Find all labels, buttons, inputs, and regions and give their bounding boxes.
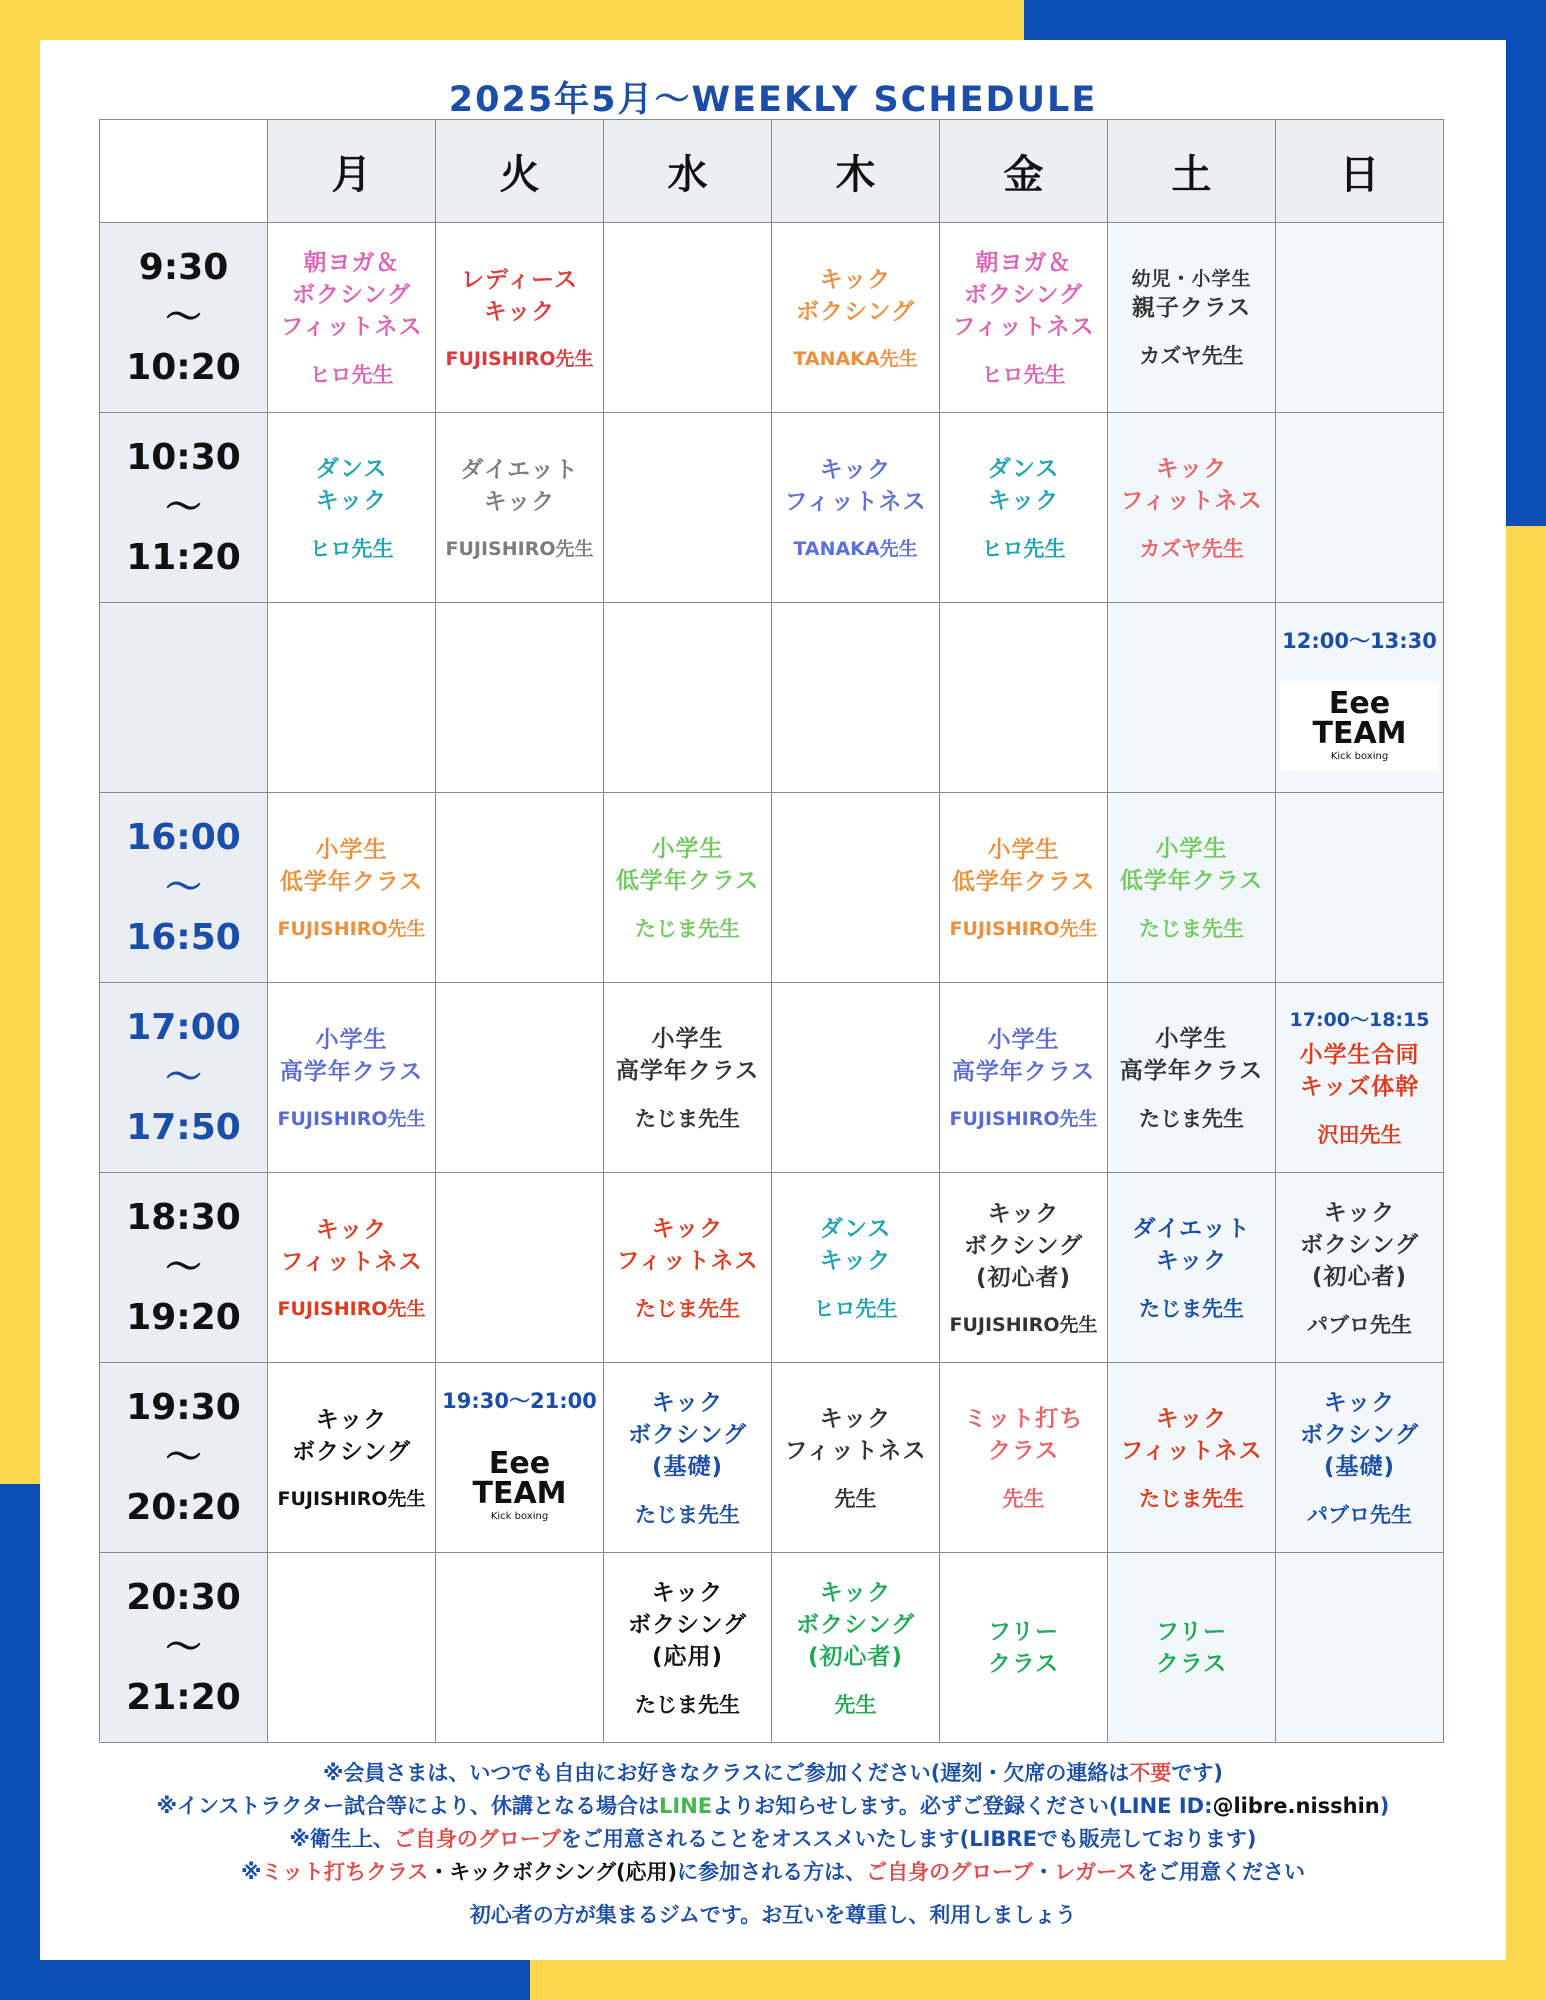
day-header-row [100,120,1444,223]
class-name-line: (基礎) [1323,1453,1396,1480]
teacher-name: FUJISHIRO先生 [949,1314,1098,1336]
teacher-name: FUJISHIRO先生 [445,538,594,560]
class-name-line: 小学生 [315,837,388,863]
teacher-name: FUJISHIRO先生 [445,348,594,370]
class-cell [604,1173,772,1363]
class-name-line: 朝ヨガ＆ [303,249,400,276]
day-header-thu: 木 [772,120,940,223]
note-segment: ・キックボクシング(応用) [428,1860,678,1884]
class-cell [436,1173,604,1363]
teacher-name: 先生 [834,1692,877,1717]
note-line [40,1823,1506,1856]
time-slot [100,983,268,1173]
class-cell [604,1363,772,1553]
class-name-line: キック [819,1405,892,1432]
teacher-name: たじま先生 [635,1502,740,1527]
note-segment: です) [1171,1761,1223,1785]
class-cell [772,793,940,983]
yellow-corner-top [0,0,1024,40]
day-header-fri: 金 [940,120,1108,223]
class-name-line: キック [987,487,1060,514]
class-name-line: 低学年クラス [951,869,1096,895]
class-cell [1276,413,1444,603]
class-cell [604,413,772,603]
class-cell [1108,983,1276,1173]
class-name-line: キック [1155,1247,1228,1274]
time-slot-line: 〜 [165,296,202,338]
class-name-line: フリー [987,1618,1060,1645]
note-segment: ※会員さまは、いつでも自由にお好きなクラスにご参加ください(遅刻・欠席の連絡は [323,1761,1130,1785]
class-time-note: 17:00〜18:15 [1289,1008,1430,1031]
class-name-line: 高学年クラス [951,1059,1096,1085]
teacher-name: 先生 [834,1486,877,1511]
note-segment: に参加される方は、 [677,1860,867,1884]
class-cell [1108,1363,1276,1553]
class-name-line: ダイエット [1132,1215,1251,1242]
class-name-line: フィットネス [280,313,423,340]
class-cell [772,983,940,1173]
time-slot-line: 〜 [165,866,202,908]
eee-team-name: Eee TEAM [1312,686,1407,751]
note-segment: ご自身のグローブ [393,1827,561,1851]
class-cell [940,603,1108,793]
class-name-line: キック [651,1215,724,1242]
class-name-line: ボクシング [964,281,1083,308]
class-name-line: キック [987,1201,1060,1227]
teacher-name: パブロ先生 [1307,1502,1412,1527]
class-name-line: 高学年クラス [1119,1057,1264,1084]
class-cell [1108,603,1276,793]
time-slot-line: 10:30 [126,436,241,478]
class-cell [1276,1173,1444,1363]
note-segment: よりお知らせします。必ずご登録ください(LINE ID: [712,1794,1213,1818]
class-cell [1108,223,1276,413]
teacher-name: 沢田先生 [1317,1122,1402,1147]
day-header-wed: 水 [604,120,772,223]
class-name-line: キック [819,457,892,483]
time-slot-line: 21:20 [126,1676,241,1718]
class-name-line: 幼児・小学生 [1131,267,1252,290]
class-cell [1108,1173,1276,1363]
class-cell [940,983,1108,1173]
yellow-edge-right [1506,526,1546,2000]
class-cell [268,223,436,413]
class-cell [1276,793,1444,983]
note-segment: ※ [240,1860,262,1884]
class-cell [436,1553,604,1743]
note-segment: ご自身のグローブ [866,1860,1034,1884]
class-cell [604,983,772,1173]
class-name-line: キック [483,299,556,325]
class-name-line: 小学生 [651,1025,724,1052]
class-name-line: キック [651,1389,724,1416]
time-slot-line: 18:30 [126,1196,241,1238]
class-cell [1276,1553,1444,1743]
class-name-line: ボクシング [796,1611,915,1638]
class-name-line: (応用) [651,1643,724,1670]
yellow-edge-left [0,40,40,1484]
blue-corner-top [1024,0,1546,40]
class-name-line: キック [651,1579,724,1606]
class-name-line: (初心者) [975,1265,1072,1291]
teacher-name: たじま先生 [1139,1106,1244,1131]
class-name-line: フィットネス [616,1247,759,1274]
class-name-line: キッズ体幹 [1299,1073,1420,1100]
class-name-line: キック [1155,455,1228,482]
teacher-name: FUJISHIRO先生 [949,918,1098,940]
time-slot-line: 16:50 [126,916,241,958]
note-segment: LINE [659,1794,713,1818]
class-cell [940,413,1108,603]
class-name-line: 低学年クラス [279,869,424,895]
class-cell [1108,413,1276,603]
time-slot-line: 20:30 [126,1576,241,1618]
class-name-line: ダイエット [460,457,579,483]
yellow-corner-bottom [530,1960,1546,2000]
time-slot-line: 〜 [165,1056,202,1098]
teacher-name: たじま先生 [1139,1296,1244,1321]
time-slot-line: 11:20 [126,536,241,578]
class-name-line: ボクシング [964,1233,1083,1259]
teacher-name: パブロ先生 [1307,1312,1412,1337]
note-segment: をご用意されることをオススメいたします(LIBREでも販売しております) [560,1827,1257,1851]
note-segment: ) [1379,1794,1390,1818]
class-name-line: ボクシング [796,299,915,325]
class-cell [1276,1363,1444,1553]
class-cell [604,223,772,413]
time-slot-line: 〜 [165,1246,202,1288]
class-name-line: ダンス [819,1215,892,1242]
day-header-tue: 火 [436,120,604,223]
class-cell [268,1553,436,1743]
note-segment: ※インストラクター試合等により、休講となる場合は [156,1794,659,1818]
class-cell [604,793,772,983]
blue-edge-left [0,1484,40,2000]
time-slot [100,603,268,793]
class-cell [436,1363,604,1553]
class-name-line: キック [1155,1405,1228,1432]
time-slot [100,413,268,603]
teacher-name: FUJISHIRO先生 [949,1108,1098,1130]
class-cell [268,983,436,1173]
class-name-line: フィットネス [784,489,927,515]
teacher-name: 先生 [1002,1486,1045,1511]
teacher-name: TANAKA先生 [793,348,918,370]
time-slot-line: 〜 [165,486,202,528]
class-name-line: 小学生 [987,1027,1060,1053]
class-name-line: ボクシング [292,281,411,308]
schedule-row [100,603,1444,793]
class-name-line: キック [819,267,892,293]
class-name-line: フィットネス [952,313,1095,340]
time-slot-line: 〜 [165,1436,202,1478]
day-header-sat: 土 [1108,120,1276,223]
teacher-name: カズヤ先生 [1139,343,1244,368]
class-cell [1108,1553,1276,1743]
note-segment: ミット打ちクラス [261,1860,429,1884]
eee-team-subtitle: Kick boxing [1330,751,1389,762]
class-name-line: フリー [1155,1618,1228,1645]
time-slot [100,1363,268,1553]
class-name-line: 小学生 [1155,1025,1228,1052]
time-slot-line: 10:20 [126,346,241,388]
class-name-line: ミット打ち [963,1405,1084,1432]
class-cell [436,603,604,793]
note-segment: 初心者の方が集まるジムです。お互いを尊重し、利用しましょう [469,1903,1077,1927]
teacher-name: FUJISHIRO先生 [277,1298,426,1320]
class-name-line: ダンス [987,455,1060,482]
class-name-line: キック [1323,1199,1396,1226]
class-name-line: レディース [460,267,578,293]
class-cell [604,1553,772,1743]
class-name-line: フィットネス [784,1437,927,1464]
schedule-row [100,223,1444,413]
note-line [40,1757,1506,1790]
teacher-name: ヒロ先生 [981,536,1066,561]
class-cell [604,603,772,793]
event-time: 19:30〜21:00 [442,1389,597,1413]
class-name-line: フィットネス [280,1249,423,1275]
teacher-name: ヒロ先生 [981,362,1066,387]
schedule-row [100,413,1444,603]
notes-section [40,1757,1506,1932]
teacher-name: ヒロ先生 [813,1296,898,1321]
time-slot-line: 〜 [165,1626,202,1668]
class-name-line: (基礎) [651,1453,724,1480]
day-header-sun: 日 [1276,120,1444,223]
note-segment: レガース [1054,1860,1138,1884]
class-cell [268,413,436,603]
class-name-line: (初心者) [807,1643,904,1670]
teacher-name: ヒロ先生 [309,362,394,387]
class-name-line: 親子クラス [1131,294,1252,321]
schedule-row [100,1363,1444,1553]
class-name-line: クラス [987,1437,1060,1464]
class-name-line: クラス [1155,1650,1228,1677]
teacher-name: たじま先生 [1139,1486,1244,1511]
class-cell [940,793,1108,983]
class-cell [1276,983,1444,1173]
time-slot-line: 19:30 [126,1386,241,1428]
class-name-line: フィットネス [1120,487,1263,514]
class-name-line: ボクシング [292,1439,411,1465]
time-slot-line: 20:20 [126,1486,241,1528]
class-cell [268,1173,436,1363]
teacher-name: FUJISHIRO先生 [277,1488,426,1510]
class-name-line: 低学年クラス [615,867,760,894]
class-name-line: フィットネス [1120,1437,1263,1464]
class-cell [1276,603,1444,793]
class-name-line: キック [819,1247,892,1274]
time-slot [100,1173,268,1363]
class-name-line: キック [315,487,388,514]
class-cell [268,603,436,793]
eee-team-subtitle: Kick boxing [490,1511,549,1522]
weekly-schedule-table [99,119,1444,1743]
teacher-name: たじま先生 [1139,916,1244,941]
class-name-line: 小学生 [315,1027,388,1053]
page-title: 2025年5月〜WEEKLY SCHEDULE [448,80,1098,120]
time-slot [100,223,268,413]
class-cell [772,1173,940,1363]
schedule-row [100,1173,1444,1363]
teacher-name: ヒロ先生 [309,536,394,561]
class-cell [772,1553,940,1743]
teacher-name: たじま先生 [635,1106,740,1131]
time-slot [100,793,268,983]
time-slot-line: 9:30 [138,246,229,288]
eee-team-logo [1280,681,1439,770]
class-cell [268,793,436,983]
class-name-line: ボクシング [1300,1421,1419,1448]
time-slot-line: 17:50 [126,1106,241,1148]
class-name-line: 小学生合同 [1299,1041,1420,1068]
event-time: 12:00〜13:30 [1282,629,1437,653]
note-segment: をご用意ください [1137,1860,1306,1884]
class-name-line: クラス [987,1650,1060,1677]
teacher-name: FUJISHIRO先生 [277,1108,426,1130]
class-cell [436,223,604,413]
class-cell [1108,793,1276,983]
class-name-line: 小学生 [987,837,1060,863]
class-name-line: 小学生 [651,835,724,862]
note-line [40,1856,1506,1889]
time-slot [100,1553,268,1743]
teacher-name: たじま先生 [635,1692,740,1717]
class-cell [436,983,604,1173]
class-name-line: 高学年クラス [615,1057,760,1084]
note-segment: ・ [1033,1860,1055,1884]
teacher-name: カズヤ先生 [1139,536,1244,561]
note-segment: 不要 [1129,1761,1172,1785]
class-name-line: 高学年クラス [279,1059,424,1085]
class-cell [940,1553,1108,1743]
note-line [40,1790,1506,1823]
class-name-line: キック [483,489,556,515]
class-name-line: ボクシング [1300,1231,1419,1258]
header-corner [100,120,268,223]
day-header-mon: 月 [268,120,436,223]
class-name-line: キック [315,1407,388,1433]
teacher-name: たじま先生 [635,1296,740,1321]
class-cell [940,1363,1108,1553]
class-name-line: ダンス [315,455,388,482]
schedule-row [100,983,1444,1173]
class-cell [436,793,604,983]
schedule-row [100,793,1444,983]
class-cell [772,223,940,413]
class-name-line: 小学生 [1155,835,1228,862]
class-cell [772,603,940,793]
time-slot-line: 19:20 [126,1296,241,1338]
eee-team-name: Eee TEAM [472,1446,567,1511]
class-cell [268,1363,436,1553]
class-name-line: キック [315,1217,388,1243]
class-name-line: ボクシング [628,1421,747,1448]
note-line [40,1899,1506,1932]
class-name-line: キック [819,1579,892,1606]
blue-corner-bottom [0,1960,530,2000]
class-name-line: キック [1323,1389,1396,1416]
schedule-row [100,1553,1444,1743]
class-cell [1276,223,1444,413]
schedule-body [100,223,1444,1743]
teacher-name: FUJISHIRO先生 [277,918,426,940]
class-cell [772,1363,940,1553]
teacher-name: たじま先生 [635,916,740,941]
time-slot-line: 16:00 [126,816,241,858]
class-name-line: 朝ヨガ＆ [975,249,1072,276]
class-cell [772,413,940,603]
class-name-line: 低学年クラス [1119,867,1264,894]
class-name-line: ボクシング [628,1611,747,1638]
class-name-line: (初心者) [1311,1263,1408,1290]
teacher-name: TANAKA先生 [793,538,918,560]
time-slot-line: 17:00 [126,1006,241,1048]
class-cell [436,413,604,603]
class-cell [940,1173,1108,1363]
eee-team-logo [440,1441,599,1530]
note-segment: ※衛生上、 [289,1827,394,1851]
note-segment: @libre.nisshin [1212,1794,1380,1818]
class-cell [940,223,1108,413]
